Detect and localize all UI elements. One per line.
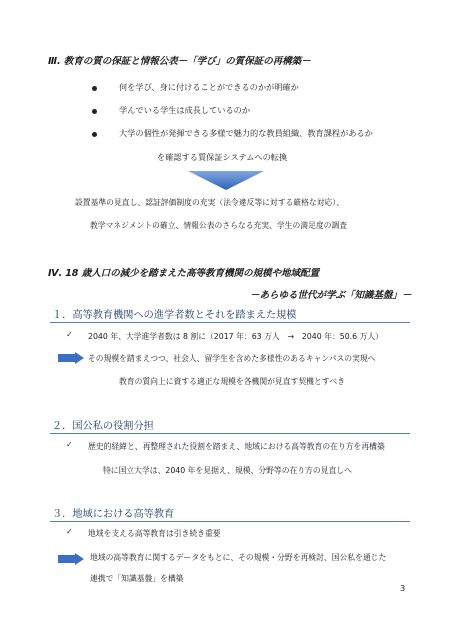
section3-conclusion: を確認する質保証システムへの転換: [157, 152, 288, 162]
check-icon: ✓: [66, 330, 73, 339]
sub2-title: ２．国公私の役割分担: [52, 421, 154, 432]
section3-measure-1: 設置基準の見直し、認証評価制度の充実（法令違反等に対する厳格な対応）、: [75, 198, 344, 207]
check-icon: ✓: [66, 527, 73, 536]
sub1-line2: 教育の質向上に資する適正な規模を各機関が見直す契機とすべき: [119, 377, 345, 386]
sub3-check-text: 地域を支える高等教育は引き続き重要: [88, 529, 221, 538]
down-arrow-icon: [188, 171, 264, 191]
right-arrow-icon: [58, 352, 84, 364]
section3-heading: Ⅲ. 教育の質の保証と情報公表－「学び」の質保証の再構築－: [48, 56, 311, 67]
sub1-arrow-text: その規模を踏まえつつ、社会人、留学生を含めた多様性のあるキャンパスの実現へ: [88, 354, 376, 363]
sub2-check-text: 歴史的経緯と、再整理された役割を踏まえ、地域における高等教育の在り方を再構築: [88, 442, 385, 451]
sub2-underline: [50, 433, 410, 434]
section4-subheading: －あらゆる世代が学ぶ「知識基盤」－: [250, 290, 412, 301]
page-number: 3: [400, 583, 406, 593]
section3-bullet-1: 何を学び、身に付けることができるのかが明確か: [119, 82, 299, 92]
section3-bullet-3: 大学の個性が発揮できる多様で魅力的な教員組織、教育課程があるか: [119, 128, 373, 138]
sub3-arrow-text-1: 地域の高等教育に関するデータをもとに、その規模・分野を再検討、国公私を通じた: [90, 553, 387, 562]
bullet-dot: [92, 86, 97, 91]
sub1-title: １．高等教育機関への進学者数とそれを踏まえた規模: [52, 310, 297, 321]
right-arrow-icon: [58, 553, 84, 565]
sub3-arrow-text-2: 連携で「知識基盤」を構築: [90, 574, 184, 583]
section3-bullet-2: 学んでいる学生は成長しているのか: [119, 105, 251, 115]
sub1-check-text: 2040 年、大学進学者数は 8 割に（2017 年：63 万人 → 2040 年：50.6 万人）: [88, 332, 383, 341]
section3-measure-2: 教学マネジメントの確立、情報公表のさらなる充実、学生の満足度の調査: [90, 221, 348, 230]
bullet-dot: [92, 132, 97, 137]
bullet-dot: [92, 109, 97, 114]
sub2-line2: 特に国立大学は、2040 年を見据え、規模、分野等の在り方の見直しへ: [103, 466, 352, 475]
section4-heading: Ⅳ. 18 歳人口の減少を踏まえた高等教育機関の規模や地域配置: [48, 268, 319, 279]
sub3-title: ３．地域における高等教育: [52, 509, 175, 520]
sub3-underline: [50, 521, 410, 522]
check-icon: ✓: [66, 440, 73, 449]
sub1-underline: [50, 322, 410, 323]
